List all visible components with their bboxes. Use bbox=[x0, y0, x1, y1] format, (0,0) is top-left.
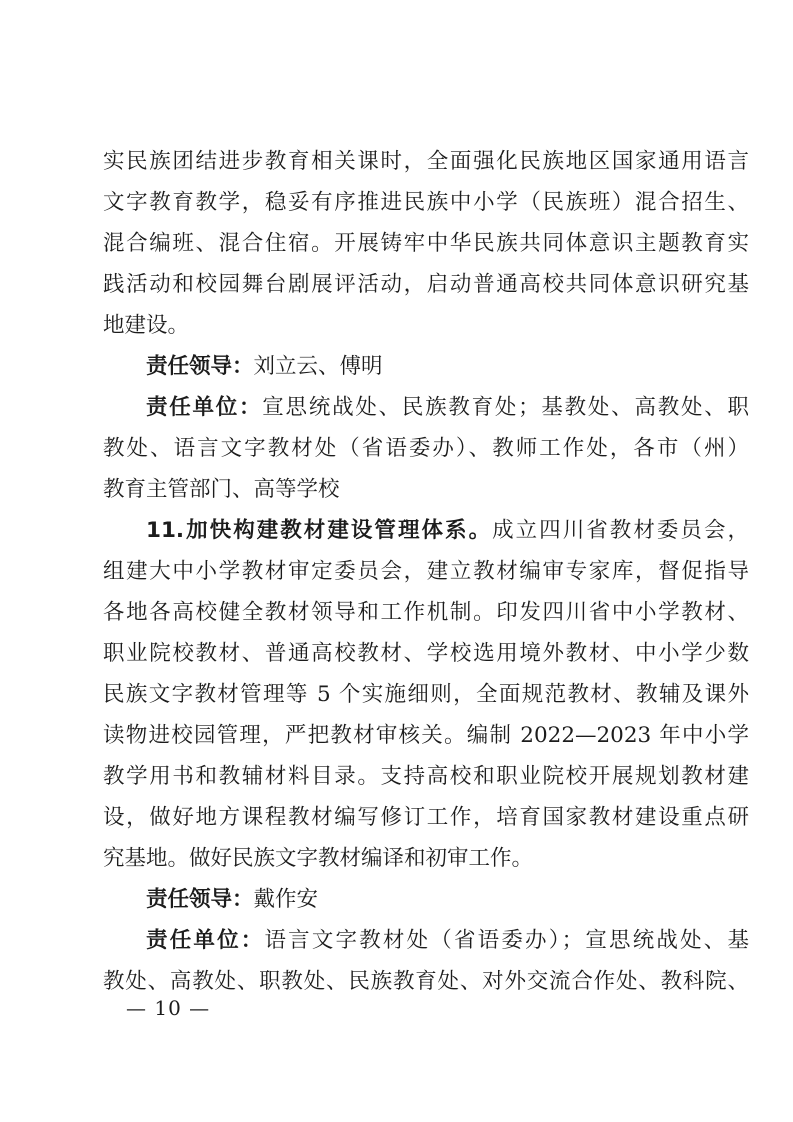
text-segment: 教学用书和教辅材料目录。支持高校和职业院校开展规划教材建 bbox=[103, 764, 749, 789]
text-segment: 戴作安 bbox=[253, 887, 319, 912]
bold-label: 责任单位： bbox=[146, 928, 265, 953]
text-segment: 各地各高校健全教材领导和工作机制。印发四川省中小学教材、 bbox=[103, 600, 749, 625]
text-line bbox=[103, 838, 749, 879]
text-line bbox=[103, 756, 749, 797]
text-line bbox=[103, 182, 749, 223]
text-segment: 职业院校教材、普通高校教材、学校选用境外教材、中小学少数 bbox=[103, 641, 749, 666]
text-line bbox=[103, 141, 749, 182]
text-segment: 刘立云、傅明 bbox=[253, 354, 383, 379]
text-segment: 教育主管部门、高等学校 bbox=[103, 477, 340, 502]
text-line bbox=[103, 551, 749, 592]
text-line bbox=[103, 592, 749, 633]
text-segment: 宣思统战处、民族教育处；基教处、高教处、职 bbox=[262, 395, 749, 420]
text-segment: 民族文字教材管理等 5 个实施细则，全面规范教材、教辅及课外 bbox=[103, 682, 749, 707]
text-line bbox=[103, 879, 749, 920]
text-segment: 践活动和校园舞台剧展评活动，启动普通高校共同体意识研究基 bbox=[103, 272, 749, 297]
text-line bbox=[103, 387, 749, 428]
text-line bbox=[103, 469, 749, 510]
bold-label: 责任领导： bbox=[146, 887, 254, 912]
text-segment: 语言文字教材处（省语委办）；宣思统战处、基 bbox=[264, 928, 749, 953]
text-line bbox=[103, 346, 749, 387]
text-segment: 实民族团结进步教育相关课时，全面强化民族地区国家通用语言 bbox=[103, 149, 749, 174]
text-line bbox=[103, 920, 749, 961]
document-body bbox=[103, 141, 749, 1002]
text-line bbox=[103, 715, 749, 756]
text-line bbox=[103, 264, 749, 305]
text-line bbox=[103, 428, 749, 469]
text-segment: 教处、语言文字教材处（省语委办）、教师工作处，各市（州） bbox=[103, 436, 749, 461]
text-line bbox=[103, 674, 749, 715]
text-segment: 教处、高教处、职教处、民族教育处、对外交流合作处、教科院、 bbox=[103, 969, 749, 994]
text-segment: 地建设。 bbox=[103, 313, 190, 338]
text-segment: 文字教育教学，稳妥有序推进民族中小学（民族班）混合招生、 bbox=[103, 190, 749, 215]
text-line bbox=[103, 797, 749, 838]
text-segment: 成立四川省教材委员会， bbox=[492, 518, 749, 543]
bold-label: 责任单位： bbox=[146, 395, 263, 420]
text-segment: 混合编班、混合住宿。开展铸牢中华民族共同体意识主题教育实 bbox=[103, 231, 749, 256]
text-line bbox=[103, 633, 749, 674]
text-segment: 设，做好地方课程教材编写修订工作，培育国家教材建设重点研 bbox=[103, 805, 749, 830]
bold-label: 责任领导： bbox=[146, 354, 254, 379]
text-segment: 读物进校园管理，严把教材审核关。编制 2022—2023 年中小学 bbox=[103, 723, 749, 748]
text-segment: 组建大中小学教材审定委员会，建立教材编审专家库，督促指导 bbox=[103, 559, 749, 584]
text-line bbox=[103, 223, 749, 264]
text-line bbox=[103, 305, 749, 346]
bold-label: 11.加快构建教材建设管理体系。 bbox=[146, 518, 493, 543]
text-segment: 究基地。做好民族文字教材编译和初审工作。 bbox=[103, 846, 534, 871]
text-line bbox=[103, 510, 749, 551]
page-number: — 10 — bbox=[126, 996, 211, 1020]
